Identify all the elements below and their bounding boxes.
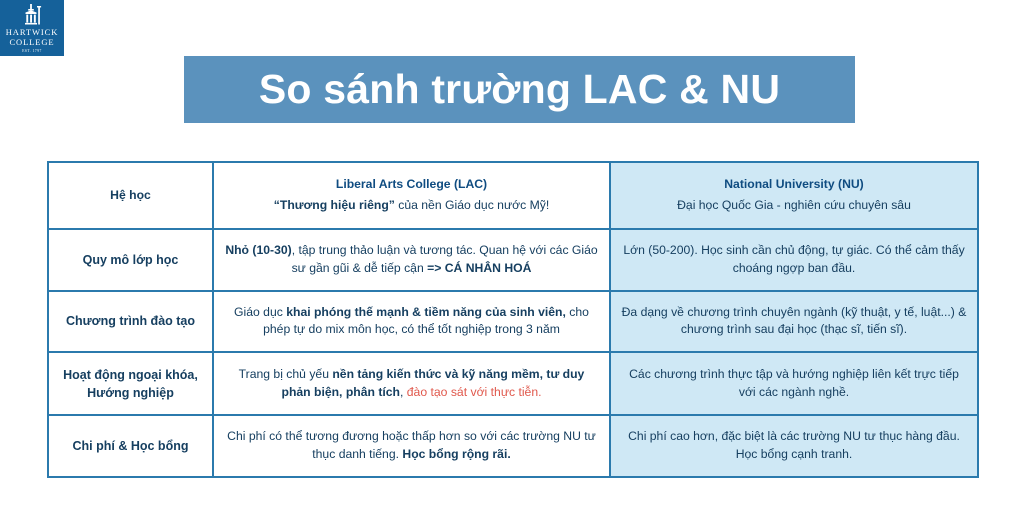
page-title: So sánh trường LAC & NU: [258, 66, 781, 112]
row-2-lac-part-1: nền tảng kiến thức và kỹ năng mềm, tư duy phản biện, phân tích: [281, 367, 585, 399]
logo-name-line-2: COLLEGE: [9, 36, 55, 47]
row-0-lac-part-2: => CÁ NHÂN HOÁ: [427, 260, 532, 275]
header-category-label: Hệ học: [110, 187, 151, 202]
row-2-nu-cell: [610, 352, 978, 415]
row-1-nu-cell: [610, 291, 978, 353]
row-2-lac-part-2: ,: [400, 384, 407, 399]
row-1-lac-part-1: khai phóng thế mạnh & tiềm năng của sinh viên,: [286, 304, 566, 319]
header-lac-title: Liberal Arts College (LAC): [335, 176, 488, 191]
row-2-lac-part-3: đào tạo sát với thực tiễn.: [406, 384, 542, 399]
row-1-lac-cell: [213, 291, 610, 353]
row-0-nu-cell: [610, 229, 978, 291]
table-row: [48, 229, 978, 291]
row-1-lac-part-2: cho phép tự do mix môn học, có thể tốt nghiệp trong 3 năm: [263, 304, 589, 337]
table-row: [48, 291, 978, 353]
row-2-category-label: Hoạt động ngoại khóa, Hướng nghiệp: [48, 352, 213, 415]
header-cell-lac: [213, 162, 610, 229]
row-3-nu-cell: [610, 415, 978, 477]
row-0-lac-cell: [213, 229, 610, 291]
row-3-category-label: Chi phí & Học bổng: [48, 415, 213, 477]
header-nu-subtitle: Đại học Quốc Gia - nghiên cứu chuyên sâu: [677, 198, 911, 213]
header-lac-subtitle-bold: “Thương hiệu riêng”: [273, 198, 395, 213]
row-1-lac-part-0: Giáo dục: [234, 304, 287, 319]
page-title-banner: [184, 56, 855, 123]
table-row: [48, 352, 978, 415]
row-0-nu-part-0: Lớn (50-200). Học sinh cần chủ động, tự giác. Có thể cảm thấy choáng ngợp ban đầu.: [623, 242, 965, 275]
lac-nu-comparison-table: [47, 161, 979, 478]
table-body: [48, 162, 978, 477]
row-1-category-label: Chương trình đào tạo: [48, 291, 213, 353]
row-2-nu-part-0: Các chương trình thực tập và hướng nghiệp liên kết trực tiếp với các ngành nghề.: [629, 367, 959, 399]
hartwick-college-logo: [0, 0, 64, 56]
row-2-lac-cell: [213, 352, 610, 415]
row-3-lac-cell: [213, 415, 610, 477]
header-lac-subtitle: [224, 197, 599, 215]
logo-established: EST. 1797: [22, 49, 42, 53]
row-0-lac-part-1: , tập trung thảo luận và tương tác. Quan hệ với các Giáo sư gần gũi & dễ tiếp cận: [291, 242, 598, 275]
header-cell-nu: [610, 162, 978, 229]
table-header-row: [48, 162, 978, 229]
logo-name-line-1: HARTWICK: [5, 27, 59, 37]
row-2-lac-part-0: Trang bị chủ yếu: [238, 367, 333, 382]
header-lac-subtitle-rest: của nền Giáo dục nước Mỹ!: [394, 198, 550, 213]
comparison-table-container: [47, 161, 977, 478]
hartwick-emblem-icon: [19, 3, 45, 27]
header-nu-title: National University (NU): [724, 176, 864, 191]
table-row: [48, 415, 978, 477]
header-cell-category: [48, 162, 213, 229]
row-1-nu-part-0: Đa dạng về chương trình chuyên ngành (kỹ thuật, y tế, luật...) & chương trình sau đại học (thạc sĩ, tiến sĩ).: [621, 304, 967, 337]
row-0-category-label: Quy mô lớp học: [48, 229, 213, 291]
row-3-lac-part-0: Chi phí có thể tương đương hoặc thấp hơn so với các trường NU tư thục danh tiếng.: [227, 429, 596, 462]
row-3-lac-part-1: Học bổng rộng rãi.: [402, 447, 511, 462]
row-3-nu-part-0: Chi phí cao hơn, đặc biệt là các trường NU tư thục hàng đầu. Học bổng cạnh tranh.: [628, 429, 960, 462]
row-0-lac-part-0: Nhỏ (10-30): [225, 242, 292, 257]
